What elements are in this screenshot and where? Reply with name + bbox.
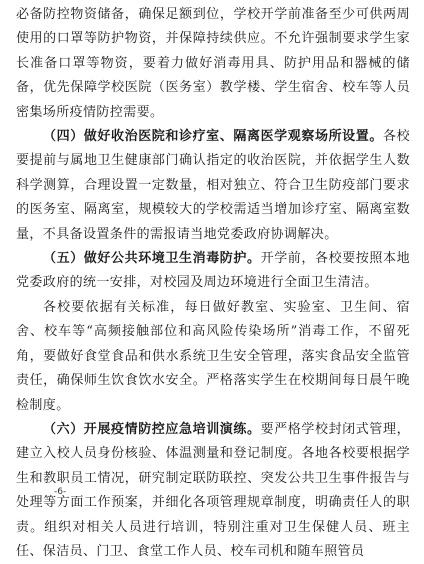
- paragraph-disinfection-text: 开学前，各校要按照本地党委政府的统一安排，对校园及周边环境进行全面卫生清洁。: [16, 251, 410, 291]
- paragraph-daily-cleaning: [16, 296, 410, 418]
- paragraph-clinics-text: 各校要提前与属地卫生健康部门确认指定的收治医院，并依据学生人数科学测算，合理设置一定数量，相对独立、符合卫生防疫部门要求的医务室、隔离室，规模较大的学校需适当增加诊疗室、隔离室数量，不具备设置条件的需报请当地党委政府协调解决。: [16, 129, 410, 242]
- paragraph-daily-cleaning-text: 各校要依据有关标准，每日做好教室、实验室、卫生间、宿舍、校车等“高频接触部位和高风险传染场所”消毒工作，不留死角，要做好食堂食品和供水系统卫生安全管理，落实食品安全监管责任，确保师生饮食饮水安全。严格落实学生在校期间每日晨午晚检制度。: [16, 299, 410, 413]
- paragraph-training: [16, 418, 410, 564]
- paragraph-disinfection: [16, 247, 410, 296]
- section-heading-clinics: （四）做好收治医院和诊疗室、隔离医学观察场所设置。: [43, 129, 383, 145]
- paragraph-training-text: 要严格学校封闭式管理，建立入校人员身份核验、体温测量和登记制度。各地各校要根据学生和教职员工情况，研究制定联防联控、突发公共卫生事件报告与处理等方面工作预案，并细化各项管理规章制度，明确责任人的职责。组织对相关人员进行培训，特别注重对卫生保健人员、班主任、保洁员、门卫、食堂工作人员、校车司机和随车照管员: [16, 421, 410, 559]
- paragraph-supplies: [16, 3, 410, 125]
- page-number: -6-: [54, 487, 67, 497]
- paragraph-supplies-text: 必备防控物资储备，确保足额到位，学校开学前准备至少可供两周使用的口罩等防护物资，并保障持续供应。不允许强制要求学生家长准备口罩等物资，要着力做好消毒用具、防护用品和器械的储备，优先保障学校医院（医务室）教学楼、学生宿舍、校车等人员密集场所疫情防控需要。: [16, 7, 410, 120]
- section-heading-training: （六）开展疫情防控应急培训演练。: [43, 421, 261, 437]
- section-heading-disinfection: （五）做好公共环境卫生消毒防护。: [43, 251, 261, 267]
- paragraph-clinics: [16, 125, 410, 247]
